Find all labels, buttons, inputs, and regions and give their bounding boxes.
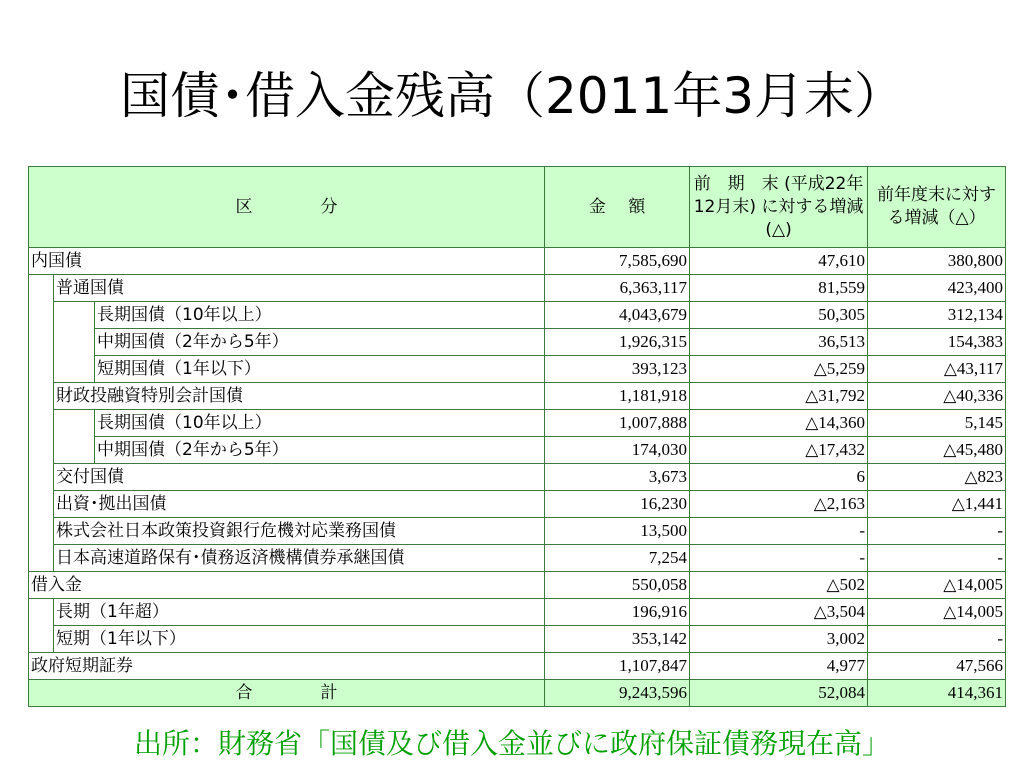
row-prev-year: △45,480 (868, 437, 1006, 464)
indent-cell (54, 410, 95, 464)
table-row (29, 653, 1006, 680)
table-total-row (29, 680, 1006, 707)
table-row (29, 275, 1006, 302)
row-prev-year: 5,145 (868, 410, 1006, 437)
row-amount: 196,916 (545, 599, 690, 626)
row-prev-year: △14,005 (868, 572, 1006, 599)
total-label: 合 計 (29, 680, 545, 707)
row-label: 出資･拠出国債 (54, 491, 545, 518)
table-row (29, 626, 1006, 653)
indent-cell (29, 275, 54, 572)
row-label: 交付国債 (54, 464, 545, 491)
source-note: 出所：財務省「国債及び借入金並びに政府保証債務現在高」 (133, 727, 890, 760)
row-prev-period: △2,163 (690, 491, 868, 518)
row-amount: 393,123 (545, 356, 690, 383)
row-prev-year: △823 (868, 464, 1006, 491)
row-label: 長期国債（10年以上） (95, 302, 545, 329)
table-row (29, 464, 1006, 491)
row-amount: 7,254 (545, 545, 690, 572)
row-prev-period: △502 (690, 572, 868, 599)
table-header-row (29, 167, 1006, 248)
row-prev-year: 154,383 (868, 329, 1006, 356)
header-category: 区 分 (29, 167, 545, 248)
row-prev-period: 50,305 (690, 302, 868, 329)
table-row (29, 248, 1006, 275)
row-amount: 16,230 (545, 491, 690, 518)
row-prev-period: 4,977 (690, 653, 868, 680)
row-prev-year: - (868, 626, 1006, 653)
row-amount: 1,007,888 (545, 410, 690, 437)
row-amount: 1,107,847 (545, 653, 690, 680)
row-prev-period: 81,559 (690, 275, 868, 302)
total-prev-year: 414,361 (868, 680, 1006, 707)
row-amount: 550,058 (545, 572, 690, 599)
row-label: 借入金 (29, 572, 545, 599)
debt-table (28, 166, 1006, 707)
row-prev-year: 47,566 (868, 653, 1006, 680)
row-prev-period: 36,513 (690, 329, 868, 356)
table-row (29, 383, 1006, 410)
row-label: 普通国債 (54, 275, 545, 302)
row-amount: 3,673 (545, 464, 690, 491)
row-prev-year: △1,441 (868, 491, 1006, 518)
row-label: 短期国債（1年以下） (95, 356, 545, 383)
header-prev-year: 前年度末に対する増減（△） (868, 167, 1006, 248)
row-prev-period: 6 (690, 464, 868, 491)
row-prev-year: △40,336 (868, 383, 1006, 410)
row-label: 株式会社日本政策投資銀行危機対応業務国債 (54, 518, 545, 545)
table-row (29, 572, 1006, 599)
header-amount: 金 額 (545, 167, 690, 248)
table-row (29, 356, 1006, 383)
row-label: 内国債 (29, 248, 545, 275)
row-label: 財政投融資特別会計国債 (54, 383, 545, 410)
row-amount: 4,043,679 (545, 302, 690, 329)
row-amount: 7,585,690 (545, 248, 690, 275)
row-prev-period: - (690, 518, 868, 545)
row-prev-period: △14,360 (690, 410, 868, 437)
row-label: 長期（1年超） (54, 599, 545, 626)
row-prev-period: △31,792 (690, 383, 868, 410)
row-prev-year: 423,400 (868, 275, 1006, 302)
row-prev-period: △5,259 (690, 356, 868, 383)
row-prev-year: △14,005 (868, 599, 1006, 626)
row-prev-period: △17,432 (690, 437, 868, 464)
row-amount: 174,030 (545, 437, 690, 464)
row-prev-year: - (868, 545, 1006, 572)
table-row (29, 329, 1006, 356)
row-label: 短期（1年以下） (54, 626, 545, 653)
page-title: 国債･借入金残高（2011年3月末） (119, 67, 905, 125)
row-prev-period: 3,002 (690, 626, 868, 653)
table-row (29, 599, 1006, 626)
row-label: 日本高速道路保有･債務返済機構債券承継国債 (54, 545, 545, 572)
row-label: 中期国債（2年から5年） (95, 329, 545, 356)
row-prev-year: △43,117 (868, 356, 1006, 383)
row-label: 長期国債（10年以上） (95, 410, 545, 437)
indent-cell (54, 302, 95, 383)
row-prev-year: 380,800 (868, 248, 1006, 275)
total-prev-period: 52,084 (690, 680, 868, 707)
header-prev-period: 前 期 末 (平成22年12月末) に対する増減(△) (690, 167, 868, 248)
row-prev-period: △3,504 (690, 599, 868, 626)
total-amount: 9,243,596 (545, 680, 690, 707)
row-label: 政府短期証券 (29, 653, 545, 680)
row-label: 中期国債（2年から5年） (95, 437, 545, 464)
table-row (29, 437, 1006, 464)
row-amount: 353,142 (545, 626, 690, 653)
row-amount: 13,500 (545, 518, 690, 545)
row-amount: 1,926,315 (545, 329, 690, 356)
table-row (29, 410, 1006, 437)
table-row (29, 491, 1006, 518)
row-prev-period: 47,610 (690, 248, 868, 275)
row-amount: 1,181,918 (545, 383, 690, 410)
row-prev-year: 312,134 (868, 302, 1006, 329)
table-row (29, 518, 1006, 545)
row-prev-period: - (690, 545, 868, 572)
indent-cell (29, 599, 54, 653)
row-amount: 6,363,117 (545, 275, 690, 302)
table-row (29, 302, 1006, 329)
table-row (29, 545, 1006, 572)
row-prev-year: - (868, 518, 1006, 545)
